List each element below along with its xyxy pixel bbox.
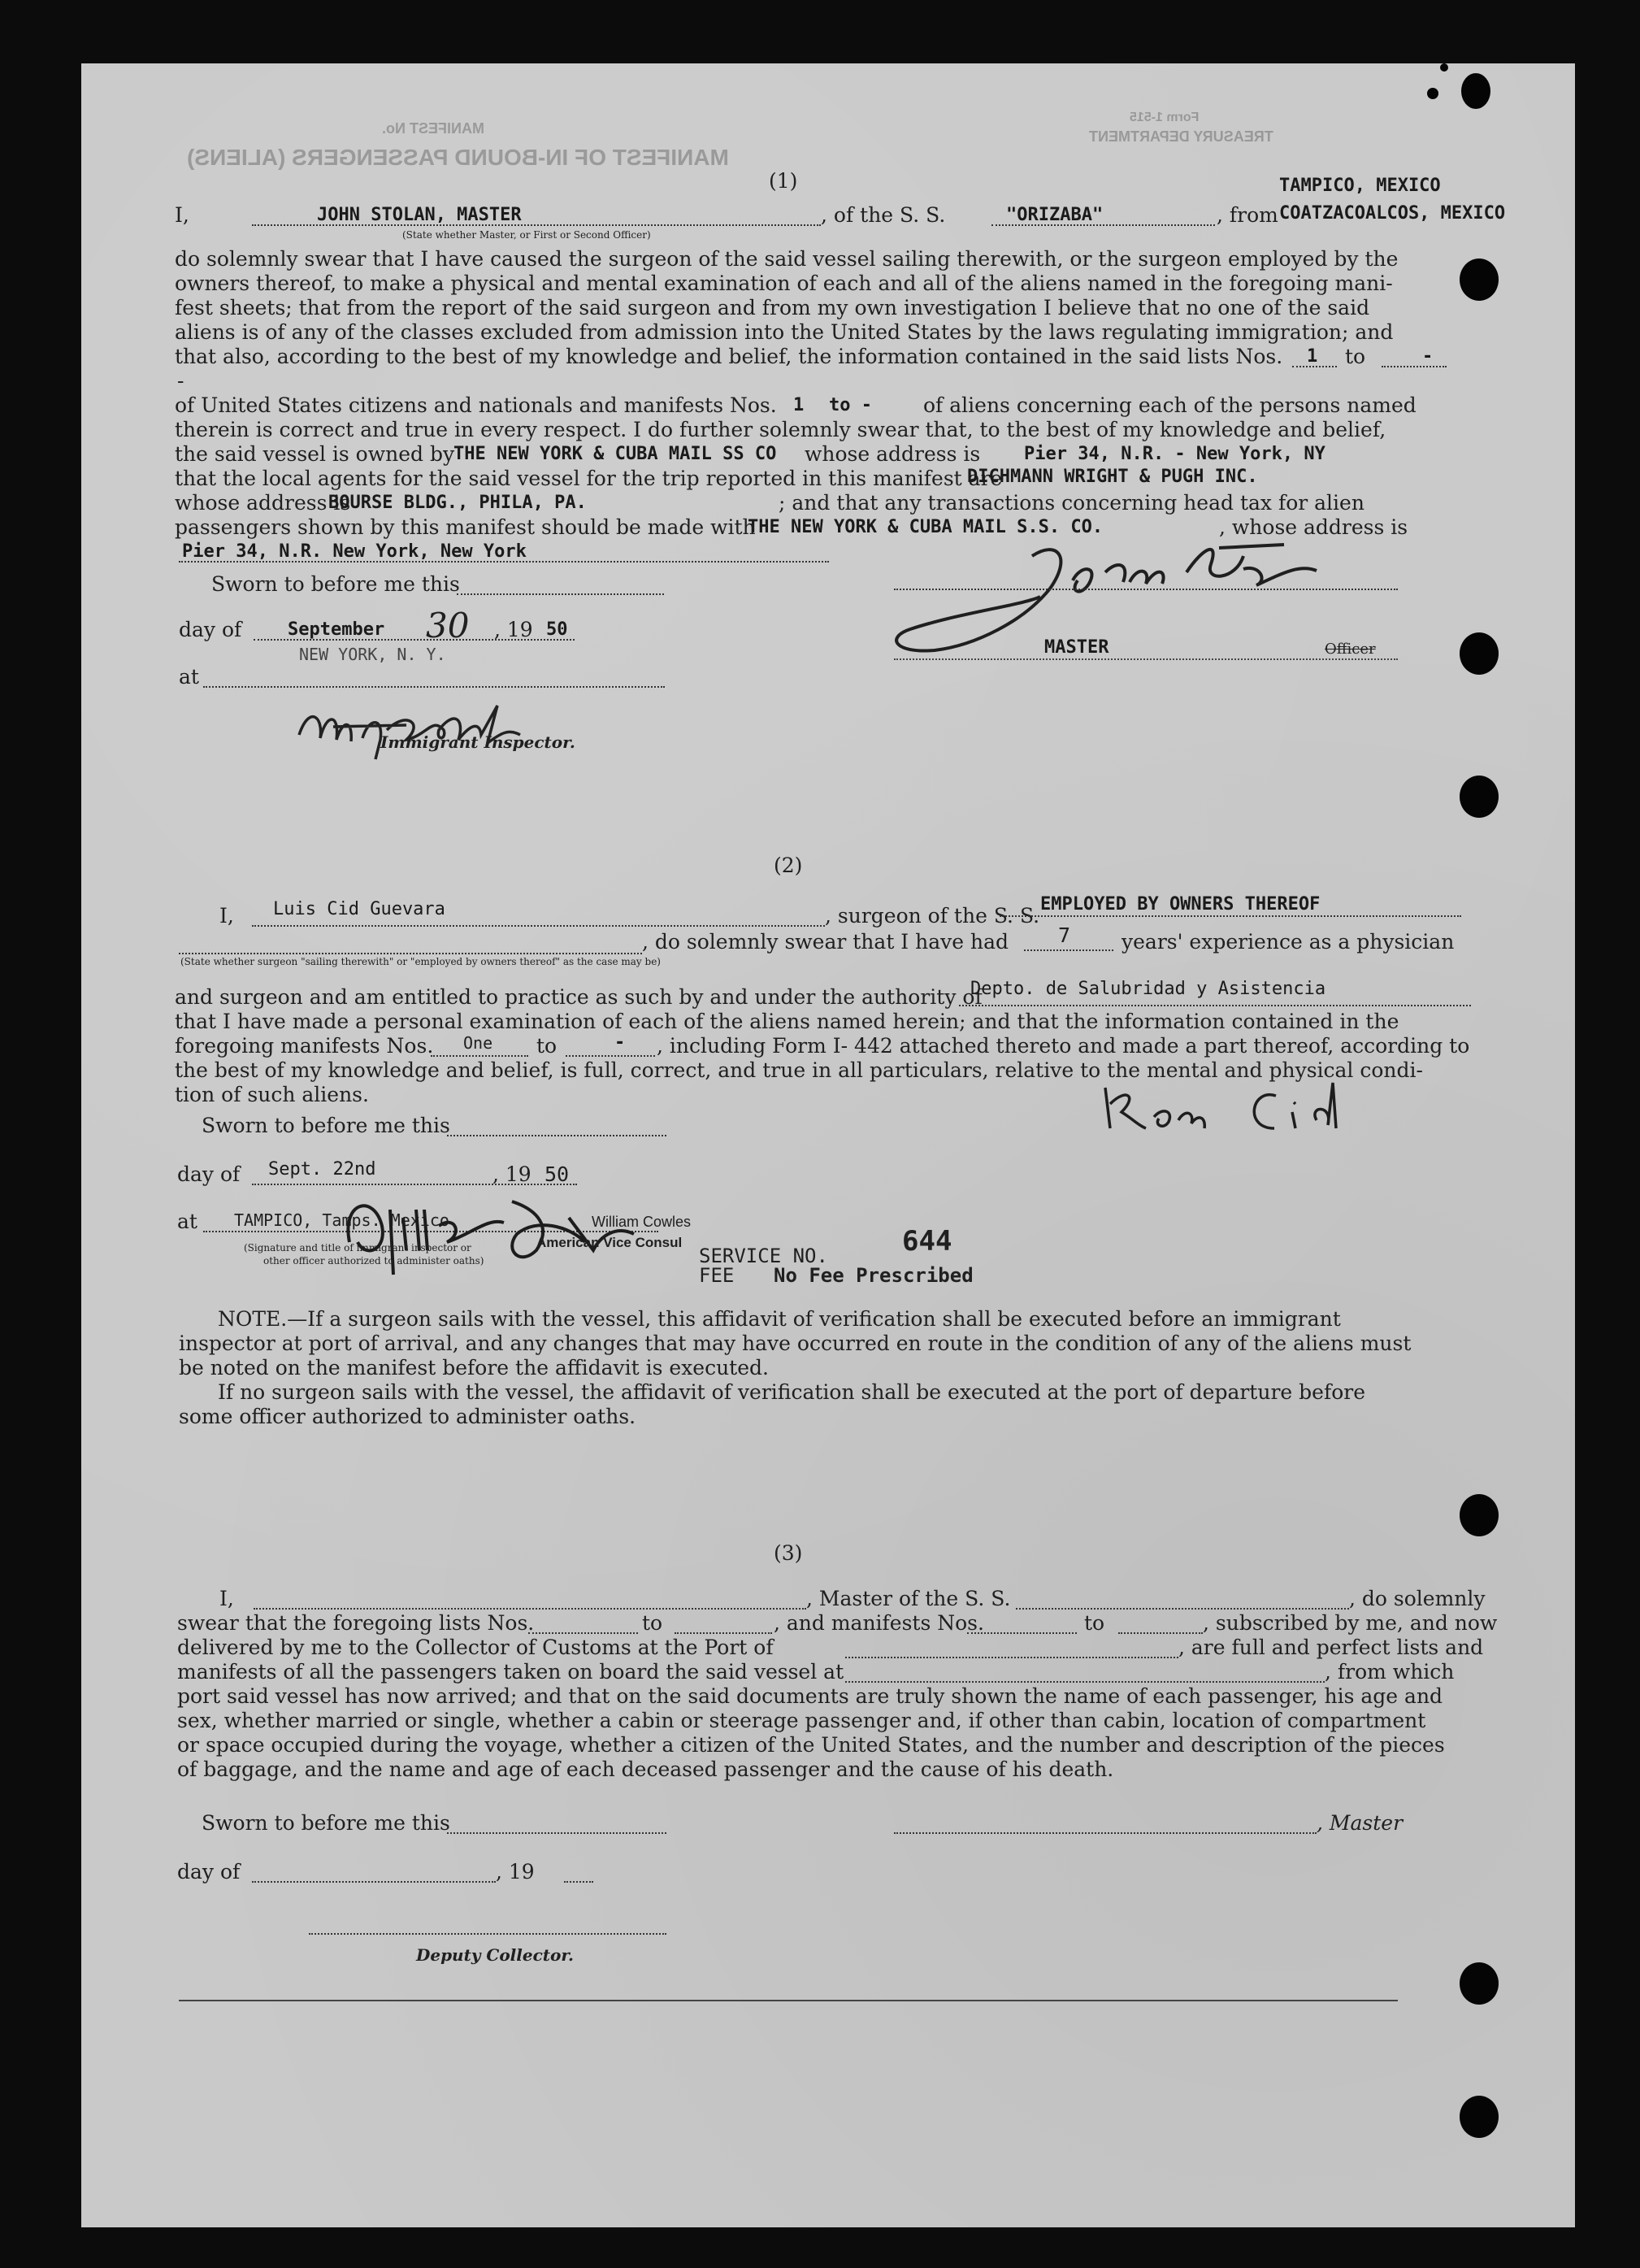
owner: THE NEW YORK & CUBA MAIL SS CO [453, 444, 777, 464]
master-sig-line [894, 589, 1398, 590]
s2-line-c-tail: , including Form I- 442 attached thereto and made a part thereof, according to [657, 1034, 1470, 1058]
s3-manifests-to-line [1118, 1632, 1203, 1634]
bottom-rule [179, 2000, 1398, 2001]
years-line [1024, 949, 1113, 951]
s1-line-7: therein is correct and true in every respect. I do further solemnly swear that, to the best of my knowledge and belief, [175, 418, 1386, 441]
head-tax-co: THE NEW YORK & CUBA MAIL S.S. CO. [748, 517, 1104, 537]
s3-master: , Master [1317, 1811, 1404, 1835]
master-signature [861, 524, 1349, 727]
s3-line-7: or space occupied during the voyage, whether a citizen of the United States, and the number and description of the pieces [177, 1733, 1445, 1757]
of-ss-label: , of the S. S. [821, 203, 946, 227]
from-label: , from [1217, 203, 1278, 227]
lists-from-line [1292, 366, 1337, 367]
note-4: If no surgeon sails with the vessel, the affidavit of verification shall be executed at the port of departure before [218, 1380, 1365, 1404]
s3-ship-line [1016, 1608, 1349, 1610]
s2-i-label: I, [219, 904, 234, 928]
lists-to-tail: - [177, 369, 184, 393]
s3-line-2-e: , subscribed by me, and now [1203, 1611, 1498, 1635]
inspector-title: Immigrant Inspector. [380, 732, 575, 752]
lists-from: 1 [1307, 346, 1318, 367]
note-5: some officer authorized to administer oaths. [179, 1405, 636, 1428]
s2-place: TAMPICO, Tamps. Mexico [234, 1210, 449, 1230]
surgeon-of-label: , surgeon of the S. S. [825, 904, 1040, 928]
service-no-label: SERVICE NO. [699, 1245, 828, 1267]
s1-line-3: fest sheets; that from the report of the said surgeon and from my own investigation I believe that no one of the said [175, 296, 1370, 319]
section-2-number: (2) [774, 854, 803, 877]
s1-at: at [179, 665, 199, 689]
fee-value: No Fee Prescribed [774, 1264, 974, 1287]
note-3: be noted on the manifest before the affidavit is executed. [179, 1356, 769, 1379]
binder-hole [1460, 1494, 1499, 1536]
agents-tail: ; and that any transactions concerning head tax for alien [779, 491, 1364, 515]
officer-struck: Officer [1325, 641, 1376, 658]
head-tax-addr: Pier 34, N.R. New York, New York [182, 541, 527, 562]
s3-deputy: Deputy Collector. [416, 1945, 575, 1965]
owner-addr: Pier 34, N.R. - New York, NY [1024, 444, 1325, 464]
s1-line-4: aliens is of any of the classes excluded from admission into the United States by the laws regulating immigration; and [175, 320, 1394, 344]
ghost-form: Form 1-515 [1130, 111, 1200, 124]
s1-year-suffix: 50 [546, 619, 568, 640]
s2-manifest-from: One [463, 1033, 493, 1053]
ink-spot [1440, 63, 1448, 72]
s2-day-value: Sept. 22nd [268, 1159, 376, 1180]
port-from-1: TAMPICO, MEXICO [1279, 176, 1441, 196]
s3-sworn: Sworn to before me this [202, 1811, 450, 1835]
s1-i-label: I, [175, 203, 189, 227]
s2-day-of: day of [177, 1162, 241, 1186]
s3-lists-from-line [528, 1632, 638, 1634]
binder-hole [1460, 259, 1499, 301]
s2-line-e: tion of such aliens. [175, 1083, 369, 1106]
surgeon-name: Luis Cid Guevara [273, 899, 445, 919]
master-title-line [894, 658, 1398, 660]
ship-name: "ORIZABA" [1006, 205, 1104, 225]
lists-to-word: to [1345, 345, 1366, 368]
s2-year-suffix: 50 [544, 1162, 570, 1186]
s3-day-line [252, 1881, 496, 1883]
s1-sworn: Sworn to before me this [211, 572, 460, 596]
binder-hole [1460, 776, 1499, 818]
s2-line-c: foregoing manifests Nos. [175, 1034, 434, 1058]
s2-line-d: the best of my knowledge and belief, is full, correct, and true in all particulars, relative to the mental and physical condi- [175, 1058, 1423, 1082]
s1-year-prefix: , 19 [494, 618, 533, 641]
s2-year-prefix: , 19 [492, 1162, 531, 1186]
s2-years-tail: years' experience as a physician [1122, 930, 1455, 954]
employment: EMPLOYED BY OWNERS THEREOF [1040, 894, 1321, 915]
officer-hint-1: (Signature and title of immigrant inspector or [244, 1242, 471, 1253]
s3-line-1-b: , Master of the S. S. [806, 1587, 1011, 1610]
binder-hole [1460, 2096, 1499, 2138]
note-1: NOTE.—If a surgeon sails with the vessel, this affidavit of verification shall be executed before an immigrant [218, 1307, 1341, 1331]
manifests-to: to - [829, 395, 872, 415]
s1-line-9: that the local agents for the said vessel for the trip reported in this manifest are [175, 467, 1003, 490]
s3-lists-to-line [675, 1632, 772, 1634]
s3-line-4-a: manifests of all the passengers taken on board the said vessel at [177, 1660, 844, 1684]
s2-line-b: that I have made a personal examination of each of the aliens named herein; and that the information contained in the [175, 1010, 1399, 1033]
s3-i: I, [219, 1587, 234, 1610]
s3-line-3-b: , are full and perfect lists and [1178, 1636, 1484, 1659]
agents-addr: BOURSE BLDG., PHILA, PA. [328, 493, 587, 513]
consul-name: William Cowles [592, 1214, 692, 1230]
s2-sworn: Sworn to before me this [202, 1114, 450, 1137]
s3-master-line [254, 1608, 806, 1610]
s3-day-of: day of [177, 1860, 241, 1883]
lists-to-line [1382, 366, 1447, 367]
binder-hole [1460, 1962, 1499, 2005]
s2-manifest-to-line [566, 1055, 655, 1057]
binder-hole [1460, 632, 1499, 675]
ink-spot [1427, 88, 1438, 99]
s2-manifest-from-line [431, 1055, 528, 1057]
s3-line-5: port said vessel has now arrived; and that on the said documents are truly shown the name of each passenger, his age and [177, 1684, 1443, 1708]
section-1-number: (1) [769, 169, 798, 193]
s2-swear-line [179, 953, 642, 954]
s3-taken-line [845, 1681, 1325, 1683]
note-2: inspector at port of arrival, and any changes that may have occurred en route in the condition of any of the aliens must [179, 1332, 1412, 1355]
s3-line-6: sex, whether married or single, whether a cabin or steerage passenger and, if other than cabin, location of compartment [177, 1709, 1426, 1732]
s3-year-prefix: , 19 [496, 1860, 535, 1883]
s3-line-2-d: to [1084, 1611, 1105, 1635]
s3-deputy-line [309, 1933, 666, 1935]
s1-sworn-line [457, 593, 664, 595]
officer-hint-2: other officer authorized to administer oaths) [263, 1255, 484, 1267]
s1-line-10: whose address is [175, 491, 351, 515]
ghost-treasury: TREASURY DEPARTMENT [1089, 128, 1273, 145]
employment-line [1000, 915, 1461, 917]
s2-sworn-line [447, 1135, 666, 1136]
s3-line-3-a: delivered by me to the Collector of Customs at the Port of [177, 1636, 774, 1659]
manifests-from: 1 [793, 395, 805, 415]
s3-line-2-b: to [642, 1611, 663, 1635]
s3-line-1-c: , do solemnly [1349, 1587, 1486, 1610]
binder-hole [1461, 73, 1490, 109]
master-name: JOHN STOLAN, MASTER [317, 205, 522, 225]
s3-line-4-b: , from which [1325, 1660, 1455, 1684]
ghost-manifest-no: MANIFEST No. [382, 120, 484, 137]
s2-at: at [177, 1210, 197, 1233]
s1-line-1: do solemnly swear that I have caused the surgeon of the said vessel sailing therewith, or the surgeon employed by the [175, 247, 1399, 271]
s3-line-2-c: , and manifests Nos. [774, 1611, 984, 1635]
agents: DICHMANN WRIGHT & PUGH INC. [967, 467, 1258, 487]
s2-swear: , do solemnly swear that I have had [642, 930, 1009, 954]
authority: Depto. de Salubridad y Asistencia [970, 979, 1326, 999]
service-no: 644 [902, 1225, 952, 1258]
s3-line-2-a: swear that the foregoing lists Nos. [177, 1611, 535, 1635]
owner-addr-label: whose address is [805, 442, 981, 466]
master-hint: (State whether Master, or First or Second Officer) [402, 229, 651, 241]
surgeon-name-line [252, 925, 825, 927]
manifests-tail: of aliens concerning each of the persons named [923, 393, 1417, 417]
s2-to: to [536, 1034, 558, 1058]
manifest-page [81, 63, 1575, 2227]
master-title: MASTER [1044, 637, 1109, 658]
s1-day-of: day of [179, 618, 242, 641]
s3-line-8: of baggage, and the name and age of each deceased passenger and the cause of his death. [177, 1757, 1114, 1781]
s1-line-6: of United States citizens and nationals and manifests Nos. [175, 393, 777, 417]
fee-label: FEE [699, 1264, 735, 1287]
s3-master-sig-line [894, 1832, 1317, 1834]
surgeon-hint: (State whether surgeon "sailing therewith" or "employed by owners thereof" as the case may be) [180, 956, 661, 967]
s1-line-2: owners thereof, to make a physical and mental examination of each and all of the aliens named in the foregoing mani- [175, 272, 1393, 295]
s1-line-11: passengers shown by this manifest should be made with [175, 515, 756, 539]
s3-port-line [845, 1657, 1178, 1658]
section-3-number: (3) [774, 1541, 803, 1565]
s3-year-line [564, 1881, 593, 1883]
ghost-title: MANIFEST OF IN-BOUND PASSENGERS (ALIENS) [187, 145, 729, 170]
s3-sworn-line [447, 1832, 666, 1834]
s2-manifest-to: - [614, 1032, 626, 1053]
surgeon-signature [1089, 1071, 1414, 1161]
authority-line [959, 1005, 1471, 1006]
head-tax-tail: , whose address is [1219, 515, 1408, 539]
s2-line-a: and surgeon and am entitled to practice as such by and under the authority of [175, 985, 983, 1009]
s3-manifests-from-line [967, 1632, 1077, 1634]
port-from-2: COATZACOALCOS, MEXICO [1279, 203, 1506, 224]
consul-title: American Vice Consul [536, 1235, 683, 1250]
s2-years: 7 [1058, 923, 1071, 947]
s1-place: NEW YORK, N. Y. [299, 645, 446, 664]
s1-line-5: that also, according to the best of my knowledge and belief, the information contained in the said lists Nos. [175, 345, 1283, 368]
inspector-signature [284, 681, 561, 771]
head-tax-addr-line [179, 561, 829, 563]
s1-day-num: 30 [426, 606, 470, 645]
s1-day-month: September [288, 619, 385, 640]
lists-to: - [1422, 346, 1434, 367]
s1-line-8: the said vessel is owned by [175, 442, 455, 466]
